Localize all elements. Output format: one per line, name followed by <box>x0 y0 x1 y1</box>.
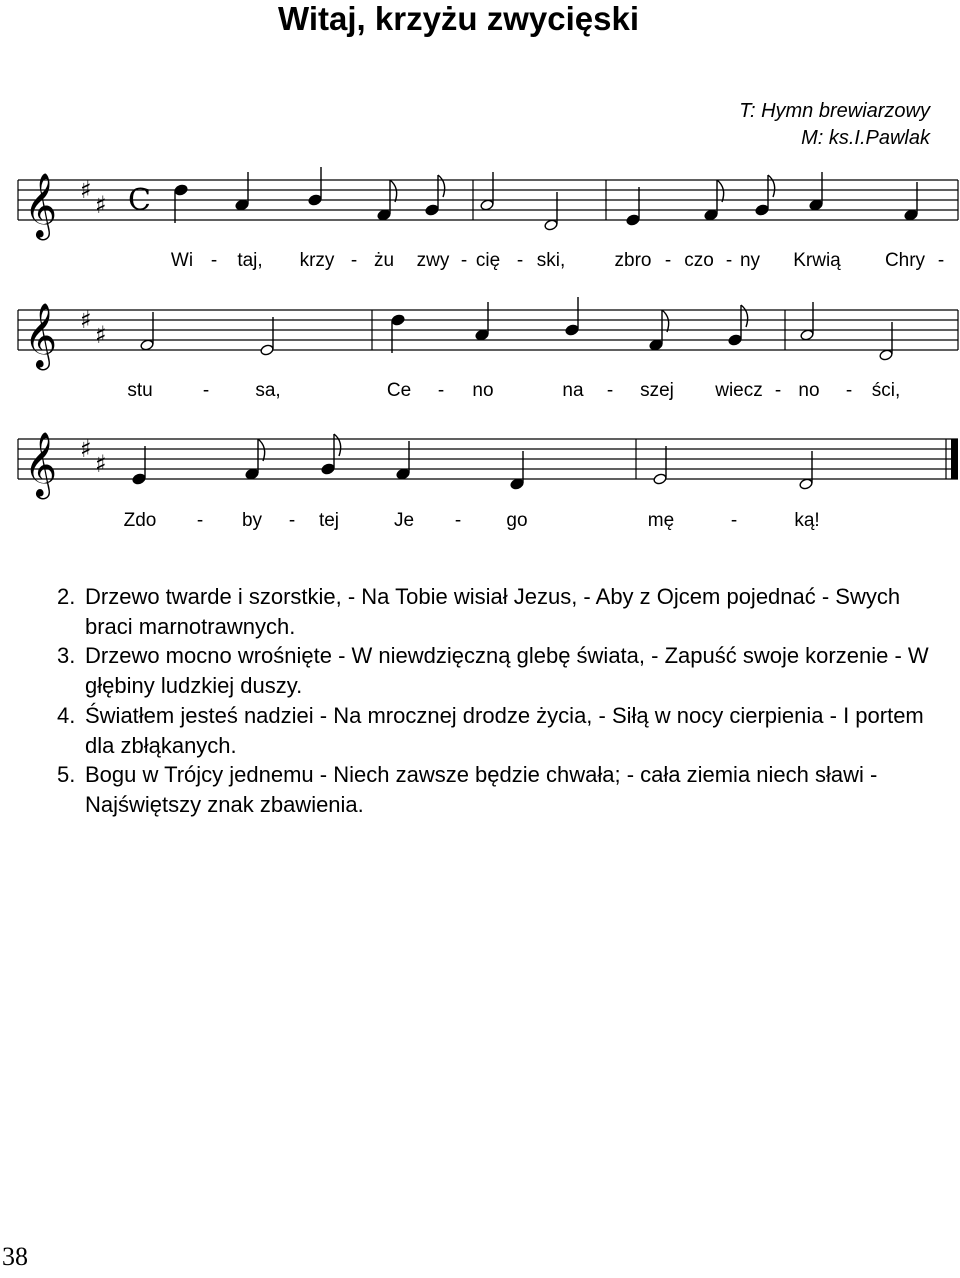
lyric-syllable: wiecz <box>715 380 763 401</box>
music-credit: M: ks.I.Pawlak <box>801 127 930 149</box>
lyric-syllable: - <box>845 380 853 401</box>
lyric-syllable: - <box>937 250 945 271</box>
lyric-syllable: Je <box>393 510 415 531</box>
verse-5 <box>57 760 937 819</box>
lyric-syllable: - <box>202 380 210 401</box>
lyric-syllable: no <box>472 380 494 401</box>
lyric-syllable: żu <box>373 250 395 271</box>
svg-text:♯: ♯ <box>95 450 107 478</box>
lyric-syllable: - <box>516 250 524 271</box>
lyric-syllable: - <box>288 510 296 531</box>
lyric-syllable: - <box>606 380 614 401</box>
lyric-syllable: no <box>798 380 820 401</box>
verse-number: 3. <box>57 643 76 669</box>
lyric-syllable: - <box>460 250 468 271</box>
music-system-3 <box>0 418 960 538</box>
verse-2 <box>57 582 937 641</box>
verse-text: Drzewo twarde i szorstkie, - Na Tobie wisiał Jezus, - Aby z Ojcem pojednać - Swych braci marnotrawnych. <box>85 584 901 639</box>
lyric-syllable: krzy <box>299 250 335 271</box>
lyric-syllable: ści, <box>871 380 901 401</box>
lyric-syllable: szej <box>640 380 674 401</box>
lyric-syllable: czo <box>684 250 714 271</box>
lyric-syllable: - <box>454 510 462 531</box>
verse-4 <box>57 701 937 760</box>
svg-text:♯: ♯ <box>80 306 92 334</box>
lyric-syllable: na <box>562 380 584 401</box>
lyric-syllable: Krwią <box>793 250 841 271</box>
lyric-syllable: - <box>725 250 733 271</box>
lyric-syllable: Zdo <box>123 510 157 531</box>
svg-text:𝄞: 𝄞 <box>24 432 58 497</box>
lyric-syllable: taj, <box>237 250 263 271</box>
lyric-syllable: mę <box>647 510 675 531</box>
lyric-syllable: ką! <box>794 510 820 531</box>
lyric-syllable: stu <box>127 380 153 401</box>
credits <box>739 98 930 152</box>
lyric-syllable: tej <box>318 510 340 531</box>
svg-text:𝄞: 𝄞 <box>24 173 58 238</box>
verse-number: 4. <box>57 702 76 728</box>
music-system-1 <box>0 160 960 280</box>
lyric-syllable: - <box>730 510 738 531</box>
lyric-syllable: ski, <box>536 250 566 271</box>
lyric-syllable: ny <box>739 250 761 271</box>
svg-text:♯: ♯ <box>80 435 92 463</box>
verse-number: 2. <box>57 584 76 609</box>
lyric-syllable: zbro <box>614 250 652 271</box>
lyric-syllable: - <box>196 510 204 531</box>
lyric-syllable: - <box>350 250 358 271</box>
svg-text:C: C <box>128 183 151 218</box>
lyric-syllable: Chry <box>884 250 926 271</box>
lyric-syllable: - <box>210 250 218 271</box>
music-system-2 <box>0 288 960 408</box>
svg-text:𝄞: 𝄞 <box>24 303 58 368</box>
lyric-syllable: by <box>241 510 263 531</box>
lyric-syllable: Wi <box>170 250 194 271</box>
svg-text:♯: ♯ <box>80 176 92 204</box>
verse-3 <box>57 641 937 700</box>
lyric-syllable: go <box>506 510 528 531</box>
lyric-syllable: zwy <box>416 250 450 271</box>
song-title: Witaj, krzyżu zwycięski <box>278 0 640 37</box>
text-credit: T: Hymn brewiarzowy <box>739 100 930 122</box>
verse-text: Bogu w Trójcy jednemu - Niech zawsze będzie chwała; - cała ziemia niech sławi - Najświętszy znak zbawienia. <box>85 762 878 817</box>
verse-number: 5. <box>57 762 76 788</box>
lyric-syllable: - <box>664 250 672 271</box>
verses <box>57 582 937 820</box>
page-number: 38 <box>2 1242 28 1271</box>
verse-text: Światłem jesteś nadziei - Na mrocznej drodze życia, - Siłą w nocy cierpienia - I portem dla zbłąkanych. <box>85 702 924 758</box>
lyric-syllable: sa, <box>255 380 281 401</box>
lyric-syllable: - <box>774 380 782 401</box>
lyric-syllable: - <box>437 380 445 401</box>
svg-text:♯: ♯ <box>95 321 107 349</box>
svg-text:♯: ♯ <box>95 191 107 219</box>
lyric-syllable: Ce <box>386 380 412 401</box>
lyric-syllable: cię <box>475 250 501 271</box>
verse-text: Drzewo mocno wrośnięte - W niewdzięczną glebę świata, - Zapuść swoje korzenie - W głębiny ludzkiej duszy. <box>85 643 929 699</box>
